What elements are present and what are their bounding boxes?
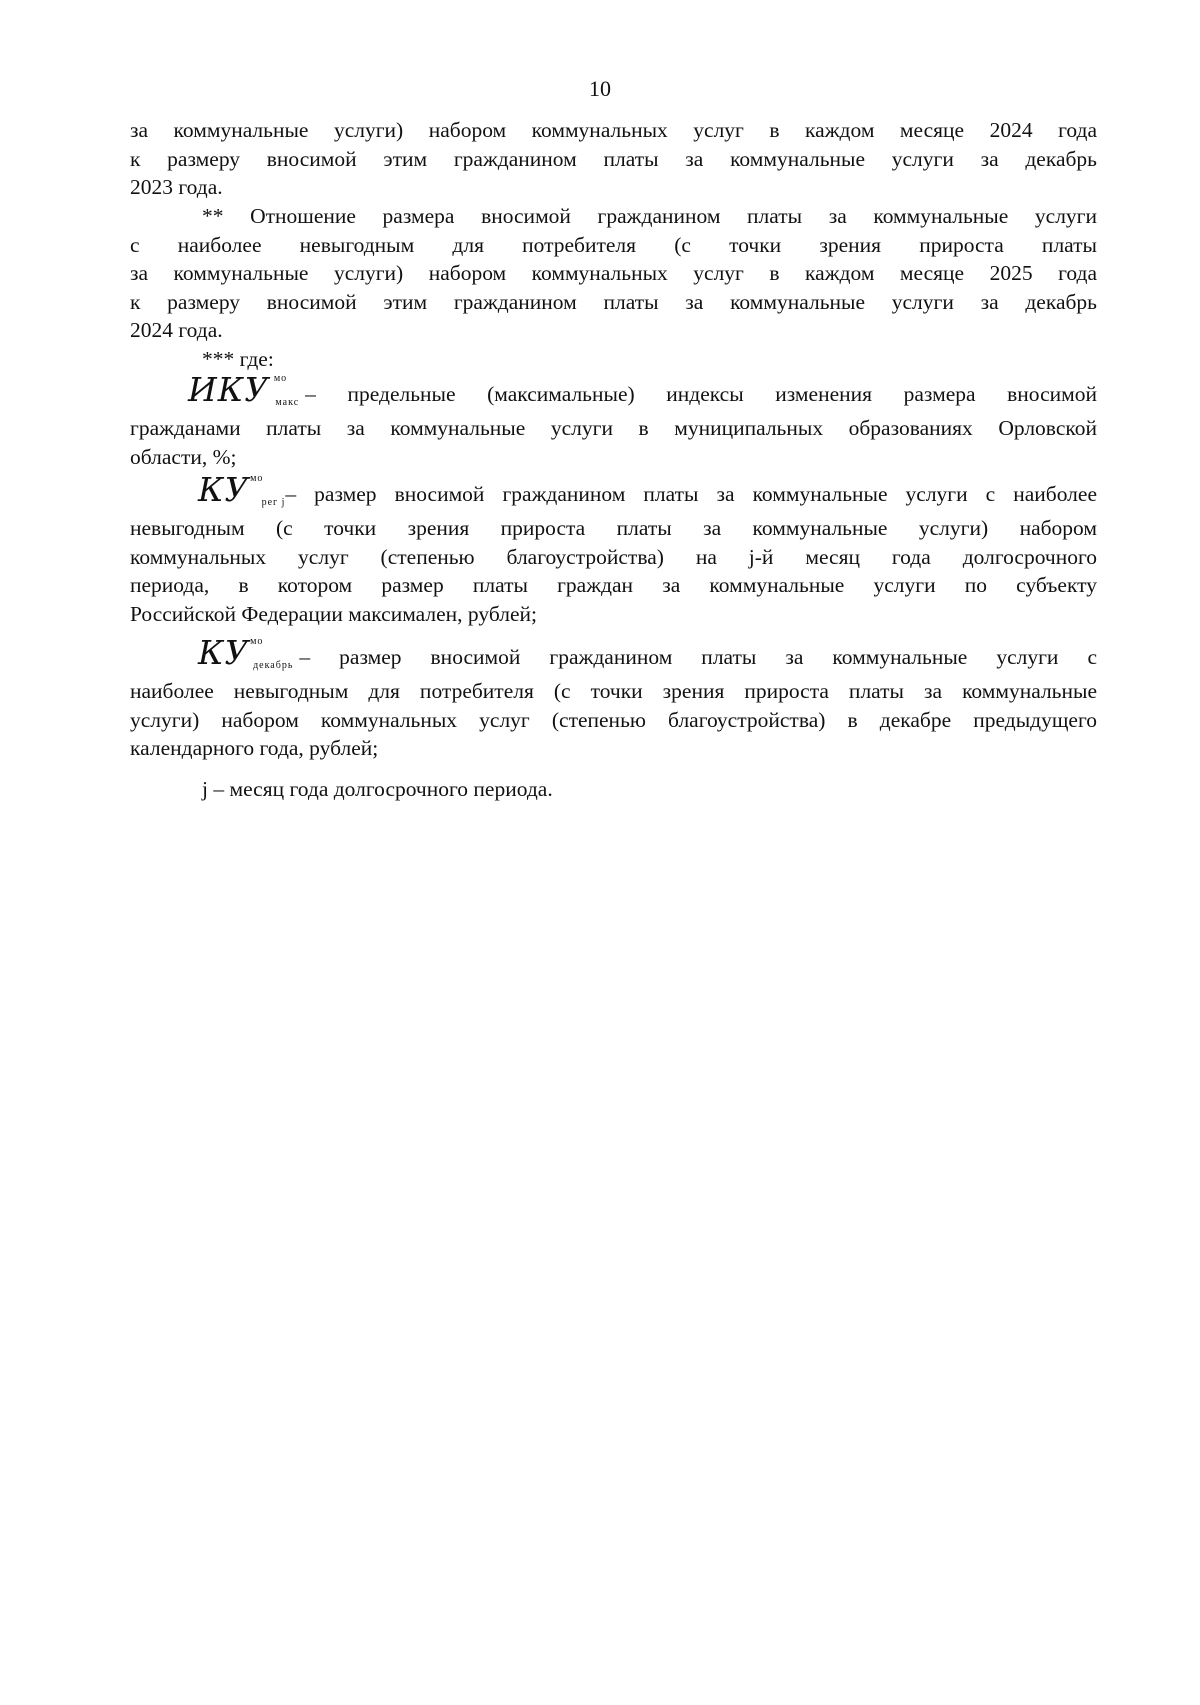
definition-ku-reg-j: [130, 472, 1097, 628]
text-line: ** Отношение размера вносимой гражданином платы за коммунальные услуги: [202, 204, 1097, 228]
definition-j: [130, 775, 1097, 804]
text-line: наиболее невыгодным для потребителя (с точки зрения прироста платы за коммунальные: [130, 679, 1097, 703]
page-number: 10: [589, 76, 611, 101]
definition-first-row: [130, 635, 1097, 671]
text-line: невыгодным (с точки зрения прироста платы за коммунальные услуги) набором: [130, 516, 1097, 540]
formula-subscript: макс: [275, 397, 300, 408]
text-line: гражданами платы за коммунальные услуги в муниципальных образованиях Орловской: [130, 416, 1097, 440]
text-line: за коммунальные услуги) набором коммунальных услуг в каждом месяце 2025 года: [130, 261, 1097, 285]
text-line: Российской Федерации максимален, рублей;: [130, 601, 538, 626]
text-line: к размеру вносимой этим гражданином платы за коммунальные услуги за декабрь: [130, 146, 1097, 171]
definition-first-row: [130, 372, 1097, 408]
definition-ku-december: [130, 635, 1097, 763]
text-line: 2024 года.: [130, 318, 223, 342]
formula-superscript: мо: [250, 473, 264, 484]
formula-symbol-ku-december: КУ мо декабрь: [198, 633, 294, 672]
text-line: услуги) набором коммунальных услуг (степенью благоустройства) в декабре предыдущего: [130, 707, 1097, 732]
text-line: коммунальных услуг (степенью благоустройства) на j-й месяц года долгосрочного: [130, 544, 1097, 569]
text-line: за коммунальные услуги) набором коммунальных услуг в каждом месяце 2024 года: [130, 118, 1097, 142]
formula-superscript: мо: [273, 373, 288, 384]
text-line: j – месяц года долгосрочного периода.: [202, 777, 553, 801]
definition-iku: [130, 372, 1097, 471]
text-line: периода, в котором размер платы граждан за коммунальные услуги по субъекту: [130, 573, 1097, 597]
definition-text-line: – предельные (максимальные) индексы изменения размера вносимой: [305, 381, 1097, 406]
formula-superscript: мо: [250, 636, 264, 647]
where-label-block: [130, 345, 1097, 374]
definition-text-line: – размер вносимой гражданином платы за коммунальные услуги с наиболее: [285, 481, 1097, 506]
formula-subscript: декабрь: [253, 660, 294, 671]
paragraph-continuation: [130, 116, 1097, 202]
text-line: к размеру вносимой этим гражданином платы за коммунальные услуги за декабрь: [130, 289, 1097, 314]
formula-symbol-iku: ИКУ мо макс: [188, 370, 300, 409]
text-line: 2023 года.: [130, 175, 223, 199]
formula-symbol-ku-reg: КУ мо рег j: [198, 470, 286, 509]
definition-first-row: [130, 472, 1097, 508]
definition-text-line: – размер вносимой гражданином платы за коммунальные услуги с: [299, 644, 1097, 669]
formula-subscript: рег j: [261, 497, 286, 508]
footnote-double-asterisk: [130, 202, 1097, 345]
text-line: области, %;: [130, 444, 237, 469]
where-label: *** где:: [202, 347, 274, 371]
text-line: календарного года, рублей;: [130, 736, 379, 760]
text-line: с наиболее невыгодным для потребителя (с точки зрения прироста платы: [130, 232, 1097, 257]
